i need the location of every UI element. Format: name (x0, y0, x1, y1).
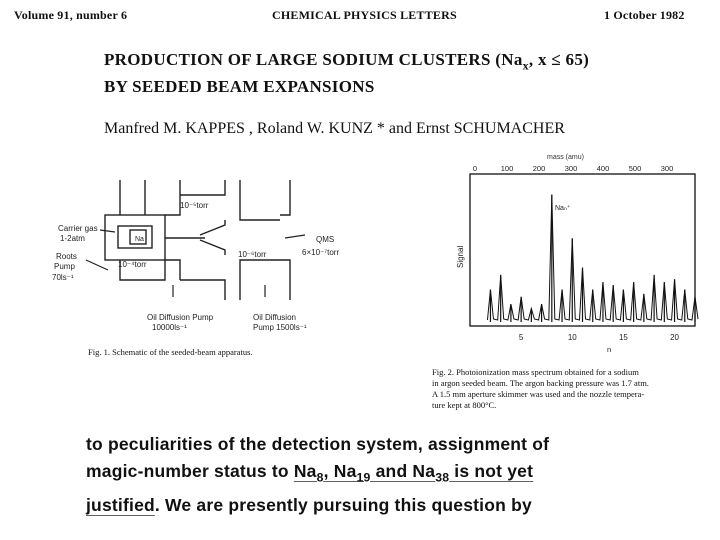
journal-name: CHEMICAL PHYSICS LETTERS (272, 8, 457, 22)
body-text-span: . We are presently pursuing this question by (154, 494, 532, 515)
body-paragraph (86, 431, 706, 519)
label-pressure-2: 10⁻⁴torr (118, 260, 147, 269)
journal-date: 1 October 1982 (604, 8, 685, 22)
title-prefix: PRODUCTION OF LARGE SODIUM CLUSTERS (Na (104, 50, 523, 69)
top-axis-label: mass (amu) (547, 154, 584, 161)
label-pressure-3: 10⁻⁶torr (238, 250, 267, 259)
label-oil-pump-1b: 10000ls⁻¹ (152, 323, 187, 332)
fig1-caption: Fig. 1. Schematic of the seeded-beam apparatus. (88, 347, 253, 357)
na38-symbol: Na (412, 461, 436, 481)
label-qms: QMS (316, 235, 335, 244)
top-tick-label: 300 (660, 164, 674, 173)
justified-word: justified (86, 494, 155, 515)
title-suffix: , x ≤ 65) (528, 50, 590, 69)
top-tick-label: 500 (628, 164, 642, 173)
apparatus-schematic (40, 160, 380, 345)
label-na: Na (135, 236, 144, 243)
body-text-span: is not yet (449, 461, 534, 481)
paper-title-line1 (104, 50, 589, 73)
fig2-caption-line: Fig. 2. Photoionization mass spectrum obtained for a sodium (432, 367, 639, 377)
label-carrier-pressure: 1-2atm (60, 234, 85, 243)
body-text-span: magic-number status to (86, 461, 294, 481)
label-carrier-gas: Carrier gas (58, 224, 98, 233)
top-tick-label: 0 (472, 164, 478, 173)
bottom-tick-label: 10 (567, 333, 577, 342)
bottom-tick-label: 5 (518, 333, 524, 342)
label-oil-pump-2a: Oil Diffusion (253, 313, 296, 322)
fig2-caption-line: ture kept at 800°C. (432, 400, 497, 410)
author-list: Manfred M. KAPPES , Roland W. KUNZ * and Ernst SCHUMACHER (104, 120, 565, 137)
top-tick-label: 100 (500, 164, 514, 173)
na8-subscript: 8 (316, 470, 324, 485)
top-tick-label: 300 (564, 164, 578, 173)
na19-symbol: Na (333, 461, 357, 481)
bottom-tick-label: 15 (618, 333, 628, 342)
paper-title-line2: BY SEEDED BEAM EXPANSIONS (104, 77, 375, 96)
fig2-caption (432, 367, 712, 411)
y-axis-label: Signal (456, 245, 465, 268)
body-line-1: to peculiarities of the detection system, assignment of (86, 434, 550, 454)
top-tick-label: 200 (532, 164, 546, 173)
label-pressure-4: 6×10⁻⁷torr (302, 248, 340, 257)
sep: , (323, 461, 334, 481)
apparatus-outline (105, 180, 290, 300)
na38-subscript: 38 (435, 470, 450, 485)
label-pump: Pump (54, 262, 75, 271)
fig2-caption-line: A 1.5 mm aperture skimmer was used and the nozzle tempera- (432, 389, 645, 399)
na19-subscript: 19 (356, 470, 371, 485)
sodium-magic-numbers (293, 461, 534, 485)
journal-volume: Volume 91, number 6 (14, 8, 128, 22)
title-subscript: x (522, 58, 529, 73)
bottom-tick-label: 20 (670, 333, 679, 342)
legend-label: Naₙ⁺ (555, 205, 571, 212)
top-tick-label: 400 (596, 164, 610, 173)
label-pressure-1: 10⁻⁵torr (180, 201, 209, 210)
x-axis-label: n (607, 345, 612, 354)
mass-spectrum-chart (455, 148, 705, 363)
body-line-2 (86, 458, 706, 492)
label-roots-rate: 70ls⁻¹ (52, 273, 74, 282)
sep: and (370, 461, 413, 481)
label-oil-pump-2b: Pump 1500ls⁻¹ (253, 323, 307, 332)
label-roots: Roots (56, 252, 77, 261)
na8-symbol: Na (293, 461, 317, 481)
fig2-caption-line: in argon seeded beam. The argon backing pressure was 1.7 atm. (432, 378, 649, 388)
label-oil-pump-1a: Oil Diffusion Pump (147, 313, 214, 322)
body-line-3 (86, 492, 706, 519)
